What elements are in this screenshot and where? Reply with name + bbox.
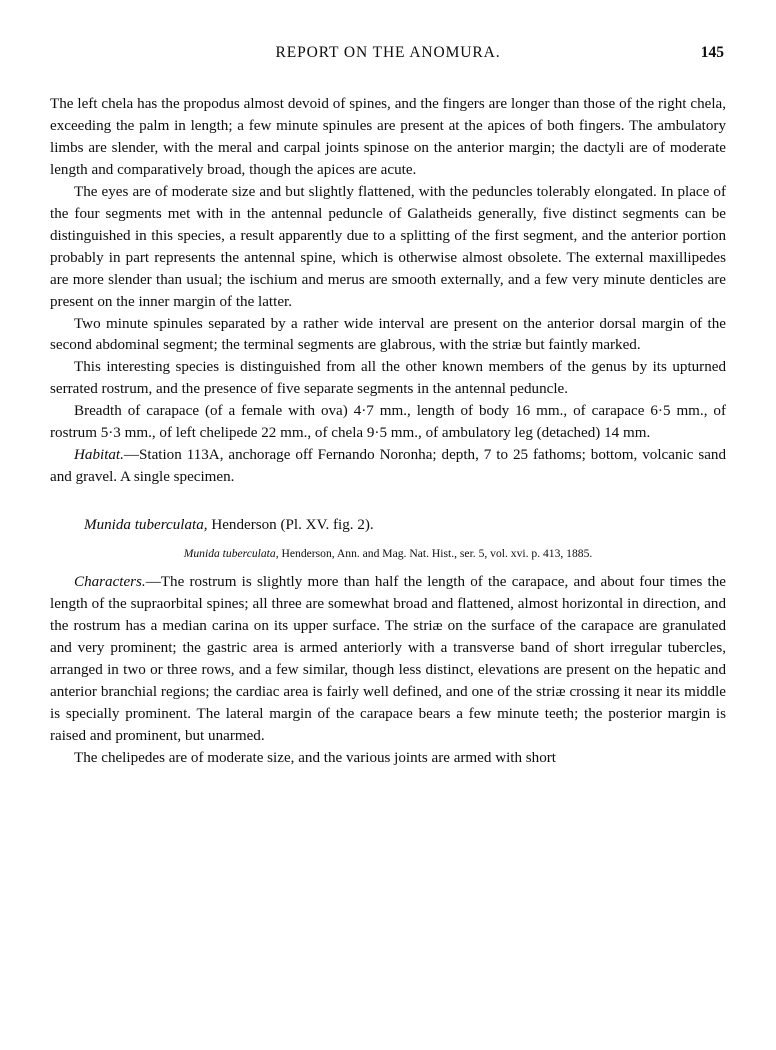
habitat-dash: — [123, 447, 139, 464]
page-body [44, 94, 732, 770]
citation-species-name: Munida tuberculata [183, 547, 276, 561]
habitat-paragraph [50, 445, 726, 489]
paragraph: The left chela has the propodus almost devoid of spines, and the fingers are longer than those of the right chela, exceeding the palm in length; a few minute spinules are present at the apices of both fingers. The ambulatory limbs are slender, with the meral and carpal joints spinose on the anterior margin; the dactyli are of moderate length and comparatively broad, though the apices are acute. [50, 96, 726, 178]
species-citation [50, 546, 726, 562]
characters-text: The rostrum is slightly more than half the length of the carapace, and about four times the length of the supraorbital spines; all three are somewhat broad and flattened, almost horizontal in direction, and the rostrum has a median carina on its upper surface. The striæ on the surface of the carapace are granulated and very prominent; the gastric area is armed anteriorly with a transverse band of short irregular tubercles, arranged in two or three rows, and a few similar, though less distinct, elevations are present on the hepatic and anterior branchial regions; the cardiac area is fairly well defined, and one of the striæ crossing it near its middle is specially prominent. The lateral margin of the carapace bears a few minute teeth; the posterior margin is raised and prominent, but unarmed. [50, 574, 726, 744]
paragraph: This interesting species is distinguished from all the other known members of the genus by its upturned serrated rostrum, and the presence of five separate segments in the antennal peduncle. [50, 359, 726, 398]
paragraph: The eyes are of moderate size and but slightly flattened, with the peduncles tolerably elongated. In place of the four segments met with in the antennal peduncle of Galatheids generally, five distinct segments can be distinguished in this species, a result apparently due to a splitting of the first segment, and the anterior portion probably in part represents the antennal spine, which is otherwise almost obsolete. The external maxillipedes are more slender than usual; the ischium and merus are smooth externally, and a few very minute denticles are present on the inner margin of the latter. [50, 183, 726, 310]
characters-paragraph [50, 572, 726, 748]
species-authority: , Henderson (Pl. XV. fig. 2). [203, 517, 374, 534]
habitat-text: Station 113A, anchorage off Fernando Noronha; depth, 7 to 25 fathoms; bottom, volcanic sand and gravel. A single specimen. [50, 447, 726, 486]
species-name: Munida tuberculata [84, 517, 204, 534]
paragraph: Two minute spinules separated by a rather wide interval are present on the anterior dorsal margin of the second abdominal segment; the terminal segments are glabrous, with the striæ but faintly marked. [50, 315, 726, 354]
page-header [44, 44, 732, 74]
characters-dash: — [145, 574, 161, 591]
page-number: 145 [700, 44, 724, 61]
habitat-label: Habitat. [74, 447, 124, 464]
running-head: REPORT ON THE ANOMURA. [275, 44, 501, 61]
paragraph: Breadth of carapace (of a female with ova) 4·7 mm., length of body 16 mm., of carapace 6·5 mm., of rostrum 5·3 mm., of left chelipede 22 mm., of chela 9·5 mm., of ambulatory leg (detached) 14 mm. [50, 403, 726, 442]
characters-label: Characters. [74, 574, 146, 591]
citation-reference: , Henderson, Ann. and Mag. Nat. Hist., ser. 5, vol. xvi. p. 413, 1885. [275, 547, 593, 561]
species-heading [50, 515, 726, 537]
paragraph: The chelipedes are of moderate size, and the various joints are armed with short [74, 749, 556, 766]
